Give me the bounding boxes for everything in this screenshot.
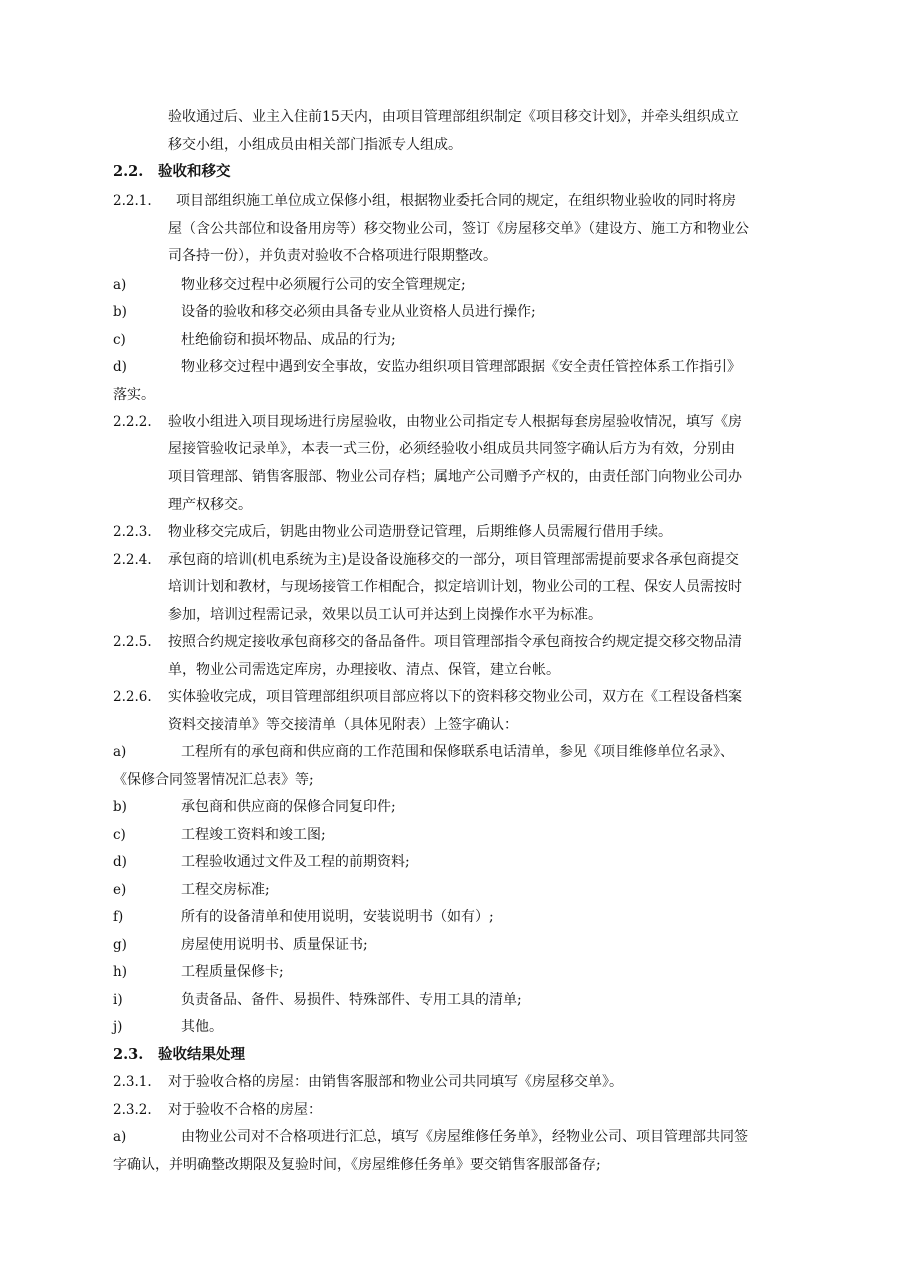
section-title: 验收结果处理: [158, 1046, 245, 1063]
list-item-text: 杜绝偷窃和损坏物品、成品的行为;: [181, 332, 396, 348]
list-item-letter: h): [113, 964, 127, 980]
section-heading-2-3: [113, 1046, 245, 1064]
clause-number-2-3-2: 2.3.2.: [113, 1102, 152, 1118]
clause-2-2-2-line-1: 验收小组进入项目现场进行房屋验收，由物业公司指定专人根据每套房屋验收情况，填写《房: [168, 414, 742, 430]
list-item-letter: f): [113, 909, 124, 925]
clause-number-2-2-2: 2.2.2.: [113, 414, 152, 430]
list-item-letter: g): [113, 937, 127, 953]
list-item-letter: j): [113, 1019, 123, 1035]
clause-2-3-2-line-1: 对于验收不合格的房屋：: [168, 1102, 322, 1118]
list-item-letter: c): [113, 332, 126, 348]
list-item-text: 所有的设备清单和使用说明，安装说明书（如有）;: [181, 909, 494, 925]
section-number: 2.3.: [113, 1046, 144, 1063]
clause-2-2-4-line-2: 培训计划和教材，与现场接管工作相配合，拟定培训计划，物业公司的工程、保安人员需按时: [168, 579, 742, 595]
clause-2-2-6-line-2: 资料交接清单》等交接清单（具体见附表）上签字确认：: [168, 717, 518, 733]
list-item-letter: d): [113, 359, 127, 375]
clause-number-2-2-6: 2.2.6.: [113, 689, 152, 705]
clause-2-2-2-line-3: 项目管理部、销售客服部、物业公司存档；属地产公司赠予产权的，由责任部门向物业公司办: [168, 469, 742, 485]
clause-2-2-3-line-1: 物业移交完成后，钥匙由物业公司造册登记管理，后期维修人员需履行借用手续。: [168, 524, 672, 540]
list-item-text: 承包商和供应商的保修合同复印件;: [181, 799, 396, 815]
list-item-text: 工程所有的承包商和供应商的工作范围和保修联系电话清单，参见《项目维修单位名录》、: [181, 744, 734, 760]
clause-2-2-4-line-3: 参加，培训过程需记录，效果以员工认可并达到上岗操作水平为标准。: [168, 607, 602, 623]
list-item-letter: d): [113, 854, 127, 870]
list-item-letter: a): [113, 1129, 127, 1145]
intro-line-1: 验收通过后、业主入住前15天内，由项目管理部组织制定《项目移交计划》，并牵头组织成立: [168, 109, 739, 125]
list-item-letter: a): [113, 744, 127, 760]
list-item-continuation: 落实。: [113, 387, 155, 403]
clause-number-2-2-3: 2.2.3.: [113, 524, 152, 540]
clause-2-2-1-line-1: 项目部组织施工单位成立保修小组，根据物业委托合同的规定，在组织物业验收的同时将房: [176, 193, 736, 209]
list-item-letter: i): [113, 992, 123, 1008]
list-item-text: 物业移交过程中遇到安全事故，安监办组织项目管理部跟据《安全责任管控体系工作指引》: [181, 359, 741, 375]
list-item-letter: b): [113, 799, 127, 815]
list-item-text: 工程交房标准;: [181, 882, 270, 898]
list-item-letter: b): [113, 304, 127, 320]
list-item-text: 其他。: [181, 1019, 223, 1035]
list-item-text: 工程验收通过文件及工程的前期资料;: [181, 854, 410, 870]
intro-line-2: 移交小组，小组成员由相关部门指派专人组成。: [168, 137, 462, 153]
section-heading-2-2: [113, 163, 231, 181]
section-number: 2.2.: [113, 163, 144, 180]
clause-2-2-2-line-2: 屋接管验收记录单》，本表一式三份，必须经验收小组成员共同签字确认后方为有效，分别由: [168, 441, 735, 457]
clause-2-2-5-line-1: 按照合约规定接收承包商移交的备品备件。项目管理部指令承包商按合约规定提交移交物品清: [168, 634, 742, 650]
section-title: 验收和移交: [158, 163, 231, 180]
list-item-text: 物业移交过程中必须履行公司的安全管理规定;: [181, 277, 466, 293]
clause-number-2-3-1: 2.3.1.: [113, 1074, 152, 1090]
clause-2-2-6-line-1: 实体验收完成，项目管理部组织项目部应将以下的资料移交物业公司，双方在《工程设备档案: [168, 689, 742, 705]
list-item-text: 工程质量保修卡;: [181, 964, 284, 980]
clause-2-2-1-line-2: 屋（含公共部位和设备用房等）移交物业公司，签订《房屋移交单》（建设方、施工方和物业公: [168, 221, 749, 237]
list-item-text: 工程竣工资料和竣工图;: [181, 827, 326, 843]
list-item-continuation: 《保修合同签署情况汇总表》等;: [113, 772, 314, 788]
clause-number-2-2-4: 2.2.4.: [113, 552, 152, 568]
clause-2-2-4-line-1: 承包商的培训(机电系统为主)是设备设施移交的一部分，项目管理部需提前要求各承包商提交: [168, 552, 739, 568]
list-item-letter: c): [113, 827, 126, 843]
list-item-text: 设备的验收和移交必须由具备专业从业资格人员进行操作;: [181, 304, 536, 320]
list-item-text: 房屋使用说明书、质量保证书;: [181, 937, 368, 953]
clause-number-2-2-1: 2.2.1.: [113, 193, 152, 209]
list-item-text: 负责备品、备件、易损件、特殊部件、专用工具的清单;: [181, 992, 522, 1008]
list-item-text: 由物业公司对不合格项进行汇总，填写《房屋维修任务单》，经物业公司、项目管理部共同签: [181, 1129, 748, 1145]
clause-2-3-1-line-1: 对于验收合格的房屋：由销售客服部和物业公司共同填写《房屋移交单》。: [168, 1074, 623, 1090]
list-item-letter: e): [113, 882, 127, 898]
list-item-letter: a): [113, 277, 127, 293]
clause-2-2-1-line-3: 司各持一份），并负责对验收不合格项进行限期整改。: [168, 248, 497, 264]
clause-number-2-2-5: 2.2.5.: [113, 634, 152, 650]
list-item-continuation: 字确认，并明确整改期限及复验时间，《房屋维修任务单》要交销售客服部备存;: [113, 1157, 601, 1173]
clause-2-2-5-line-2: 单，物业公司需选定库房，办理接收、清点、保管，建立台帐。: [168, 662, 560, 678]
clause-2-2-2-line-4: 理产权移交。: [168, 497, 252, 513]
